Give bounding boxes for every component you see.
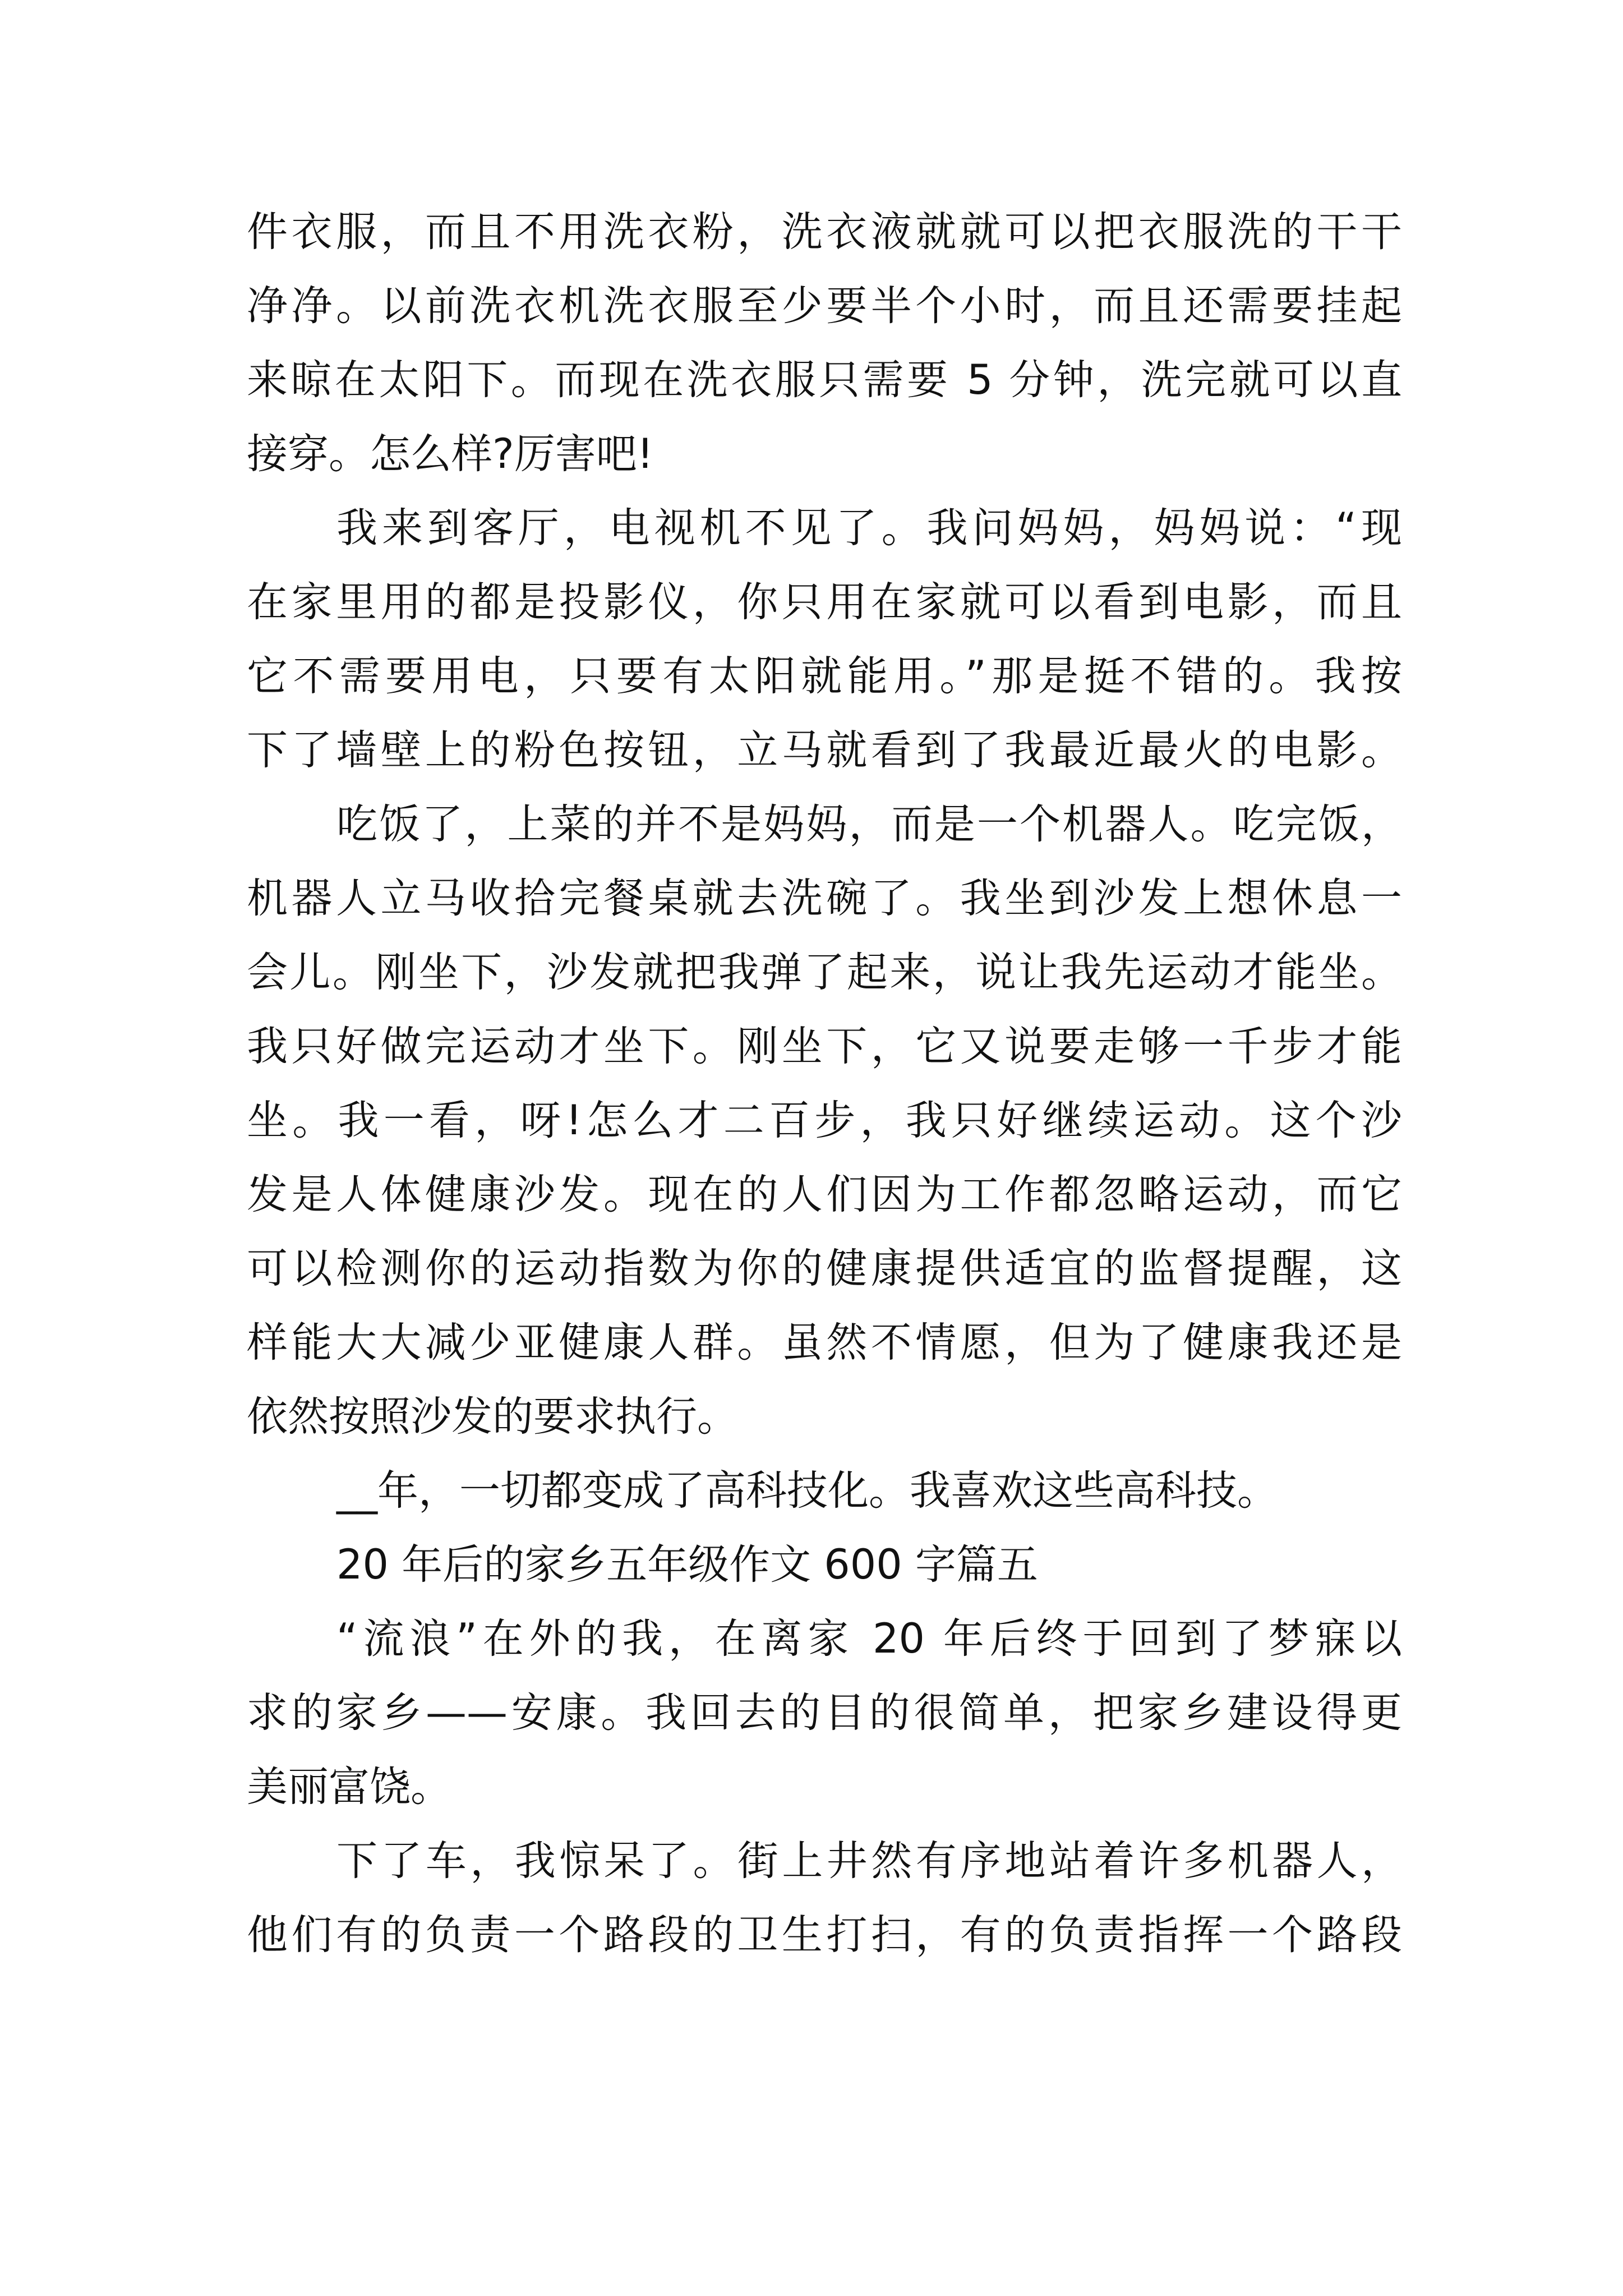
- text-line: 美丽富饶。: [247, 1763, 451, 1811]
- text-line: 净净。以前洗衣机洗衣服至少要半个小时，而且还需要挂起: [247, 282, 1402, 330]
- paragraph-start-line: “流浪”在外的我，在离家 20 年后终于回到了梦寐以: [336, 1615, 1402, 1663]
- text-line: 发是人体健康沙发。现在的人们因为工作都忽略运动，而它: [247, 1171, 1402, 1218]
- text-line: 依然按照沙发的要求执行。: [247, 1393, 738, 1441]
- text-line: 在家里用的都是投影仪，你只用在家就可以看到电影，而且: [247, 578, 1402, 626]
- section-heading: 20 年后的家乡五年级作文 600 字篇五: [336, 1541, 1038, 1589]
- text-line: 我只好做完运动才坐下。刚坐下，它又说要走够一千步才能: [247, 1023, 1402, 1070]
- text-line: 坐。我一看，呀!怎么才二百步，我只好继续运动。这个沙: [247, 1097, 1402, 1144]
- essay-text: [247, 195, 1402, 1972]
- text-line: 他们有的负责一个路段的卫生打扫，有的负责指挥一个路段: [247, 1911, 1402, 1959]
- text-line: 求的家乡——安康。我回去的目的很简单，把家乡建设得更: [247, 1689, 1402, 1737]
- text-line: 可以检测你的运动指数为你的健康提供适宜的监督提醒，这: [247, 1245, 1402, 1292]
- text-line: 下了墙壁上的粉色按钮，立马就看到了我最近最火的电影。: [247, 726, 1402, 774]
- text-line: 它不需要用电，只要有太阳就能用。”那是挺不错的。我按: [247, 652, 1402, 700]
- paragraph-start-line: 吃饭了，上菜的并不是妈妈，而是一个机器人。吃完饭，: [336, 800, 1402, 848]
- text-line: 样能大大减少亚健康人群。虽然不情愿，但为了健康我还是: [247, 1319, 1402, 1366]
- paragraph-start-line: 下了车，我惊呆了。街上井然有序地站着许多机器人，: [336, 1837, 1402, 1885]
- text-line: 机器人立马收拾完餐桌就去洗碗了。我坐到沙发上想休息一: [247, 875, 1402, 922]
- text-line: 来晾在太阳下。而现在洗衣服只需要 5 分钟，洗完就可以直: [247, 356, 1402, 404]
- text-line: 会儿。刚坐下，沙发就把我弹了起来，说让我先运动才能坐。: [247, 949, 1402, 996]
- paragraph-start-line: 我来到客厅，电视机不见了。我问妈妈，妈妈说：“现: [336, 504, 1402, 552]
- text-line: 件衣服，而且不用洗衣粉，洗衣液就就可以把衣服洗的干干: [247, 208, 1402, 256]
- paragraph-start-line: __年，一切都变成了高科技化。我喜欢这些高科技。: [336, 1467, 1278, 1515]
- text-line: 接穿。怎么样?厉害吧!: [247, 430, 654, 478]
